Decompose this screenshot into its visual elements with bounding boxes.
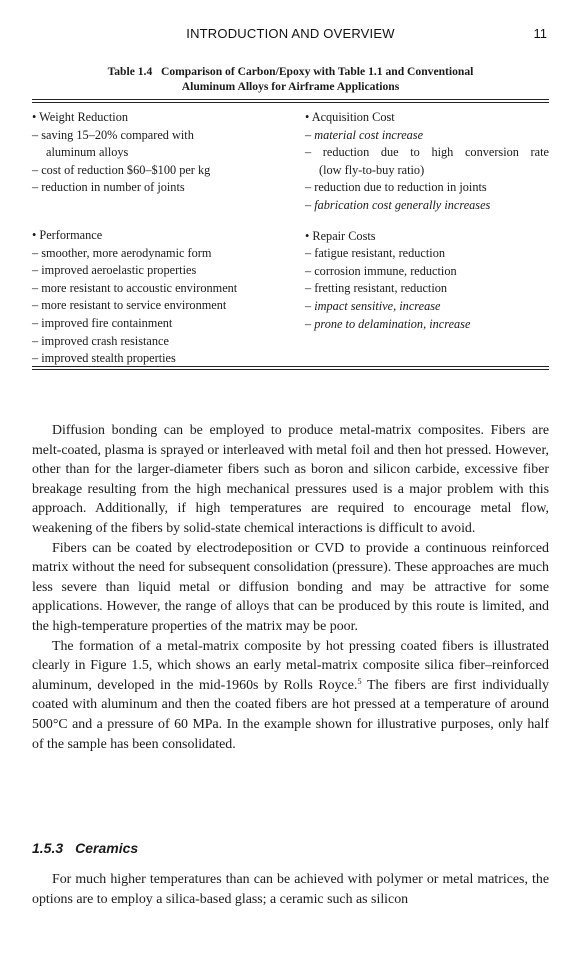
paragraph-electrodeposition: Fibers can be coated by electrodeposition or CVD to provide a continuous reinforced matrix without the need for subsequent consolidation (pressure). These approaches are much less severe than liquid metal or diffusion bonding and may be attractive for some applications. However, the range of alloys that can be produced by this route is limited, and the high-temperature properties of the matrix may be poor. xyxy=(32,540,549,634)
table-line: – improved crash resistance xyxy=(32,333,169,348)
table-line: – reduction due to high conversion rate xyxy=(305,145,549,160)
table-line: – more resistant to accoustic environment xyxy=(32,280,238,295)
table-line: (low fly-to-buy ratio) xyxy=(319,162,425,177)
table-line: – prone to delamination, increase xyxy=(305,316,471,331)
page-number: 11 xyxy=(533,26,547,41)
section-number: 1.5.3 xyxy=(32,840,64,856)
table-line: – fabrication cost generally increases xyxy=(305,197,491,212)
table-bottom-rule-2 xyxy=(32,369,549,370)
repair-costs-group xyxy=(305,228,549,334)
table-line: – improved aeroelastic properties xyxy=(32,263,197,278)
paragraph-hot-pressing-head: The formation of a metal-matrix composite by hot pressing coated fibers is illustrated clearly in Figure 1.5, which shows an early metal-matrix composite silica fiber–reinforced aluminum, developed in the mid-1960s by Rolls Royce. xyxy=(32,638,549,693)
acquisition-cost-group xyxy=(305,109,549,215)
table-line: – impact sensitive, increase xyxy=(305,298,441,313)
table-top-rule-2 xyxy=(32,102,549,103)
running-head: INTRODUCTION AND OVERVIEW xyxy=(186,26,395,41)
page-header xyxy=(32,26,549,46)
table-line: – more resistant to service environment xyxy=(32,298,227,313)
section-body xyxy=(32,870,549,909)
paragraph-hot-pressing xyxy=(32,637,549,755)
footnote-reference: 5 xyxy=(357,675,362,686)
performance-group xyxy=(32,227,294,368)
table-caption-line-2: Aluminum Alloys for Airframe Applications xyxy=(181,80,400,93)
table-line: – fretting resistant, reduction xyxy=(305,281,448,296)
table-top-rule xyxy=(32,99,549,100)
table-caption xyxy=(32,64,549,94)
group-title: • Acquisition Cost xyxy=(305,110,395,124)
table-line: aluminum alloys xyxy=(46,145,129,160)
paragraph-hot-pressing-tail: The fibers are first individually coated with aluminum and then the coated fibers are hot pressed at a temperature of around 500°C and a pressure of 60 MPa. In the example shown for illustrative purposes, only half of the sample has been consolidated. xyxy=(32,677,549,752)
table-caption-line-1: Table 1.4 Comparison of Carbon/Epoxy with Table 1.1 and Conventional xyxy=(107,65,474,78)
table-line: – smoother, more aerodynamic form xyxy=(32,245,212,260)
table-bottom-rule xyxy=(32,366,549,367)
body-text xyxy=(32,421,549,754)
table-line: – material cost increase xyxy=(305,127,424,142)
paragraph-diffusion-bonding: Diffusion bonding can be employed to produce metal-matrix composites. Fibers are melt-coated, plasma is sprayed or interleaved with metal foil and then hot pressed. However, other than for the larger-diameter fibers such as boron and silicon carbide, excessive fiber breakage resulting from the high mechanical pressures used is a major problem with this approach. Additionally, if high temperatures are required to encourage metal flow, weakening of the fibers by solid-state chemical interactions is difficult to avoid. xyxy=(32,423,549,536)
table-left-column xyxy=(32,109,294,381)
group-title: • Performance xyxy=(32,227,103,242)
group-title: • Repair Costs xyxy=(305,228,376,243)
table-line: – improved stealth properties xyxy=(32,351,176,366)
paragraph-ceramics: For much higher temperatures than can be achieved with polymer or metal matrices, the options are to employ a silica-based glass; a ceramic such as silicon xyxy=(32,872,549,907)
weight-reduction-group xyxy=(32,109,294,197)
table-right-column xyxy=(305,109,549,346)
table-line: – saving 15–20% compared with xyxy=(32,127,194,142)
table-line: – improved fire containment xyxy=(32,315,173,330)
table-line: – corrosion immune, reduction xyxy=(305,263,457,278)
group-title: • Weight Reduction xyxy=(32,110,128,124)
section-heading xyxy=(32,840,138,856)
table-line: – reduction in number of joints xyxy=(32,180,185,195)
table-line: – reduction due to reduction in joints xyxy=(305,180,487,195)
section-title: Ceramics xyxy=(75,840,139,856)
table-line: – fatigue resistant, reduction xyxy=(305,246,446,261)
table-line: – cost of reduction $60–$100 per kg xyxy=(32,162,211,177)
